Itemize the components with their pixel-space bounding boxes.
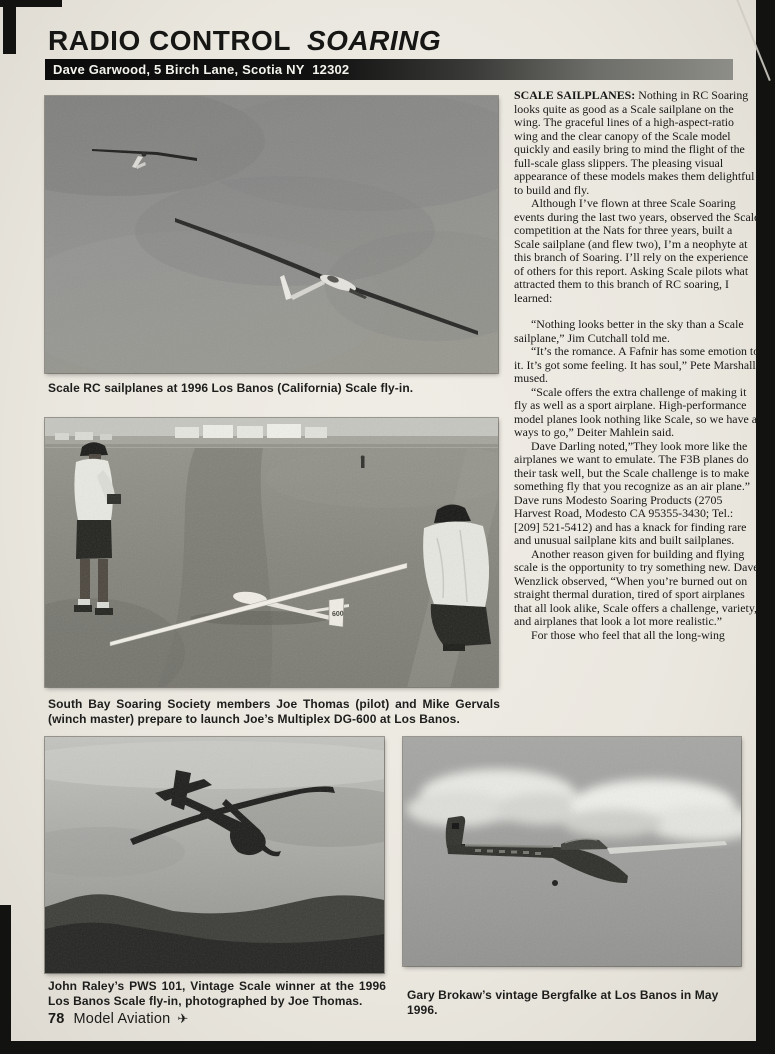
- photo-scale-sailplanes-aloft: [45, 96, 498, 373]
- article-paragraph: “Nothing looks better in the sky than a Scale sailplane,” Jim Cutchall told me.: [514, 317, 744, 345]
- photo-caption-4: Gary Brokaw’s vintage Bergfalke at Los Banos in May 1996.: [407, 988, 719, 1017]
- article-paragraph: For those who feel that all the long-wing: [531, 627, 725, 642]
- article-paragraph: Although I’ve flown at three Scale Soaring events during the last two years, observed the Scale competition at the Nats for three years, built a Scale sailplane (and flew two), I’m a neophyte at this branch of Soaring. I’ll rely on the experience of others for this report. Asking Scale pilots what attracted them to this branch of RC soaring, I learned:: [514, 196, 760, 305]
- sailplanes-sky-illustration: [45, 96, 498, 373]
- author-byline: Dave Garwood, 5 Birch Lane, Scotia NY 12302: [53, 62, 350, 77]
- page-footer: [48, 1011, 188, 1027]
- article-paragraph: “Scale offers the extra challenge of making it fly as well as a sport airplane. High-performance model planes look nothing like Scale, so we have a ways to go,” Deiter Mahlein said.: [514, 384, 758, 439]
- article-paragraph: “It’s the romance. A Fafnir has some emotion to it. It’s got some feeling. It has soul,” Pete Marshall mused.: [514, 344, 760, 385]
- column-title: [48, 25, 441, 57]
- article-paragraph: Another reason given for building and flying scale is the opportunity to try something new. Dave Wenzlick observed, “When you’re burned out on straight thermal duration, tired of sport airplanes that all look alike, Scale offers a challenge, variety, and airplanes that look a lot more realistic.”: [514, 546, 759, 628]
- photo-ground-launch-prep: [45, 418, 498, 687]
- tail-marking: 600: [331, 610, 344, 619]
- magazine-title: Model Aviation: [73, 1011, 171, 1027]
- bergfalke-illustration: [403, 737, 741, 966]
- scan-mark-top-edge: [0, 0, 62, 7]
- scan-edge-bottom-left: [0, 905, 11, 1054]
- scan-edge-bottom: [0, 1041, 775, 1054]
- photo-bergfalke-in-flight: [403, 737, 741, 966]
- field-launch-illustration: [45, 418, 498, 687]
- photo-caption-3: John Raley’s PWS 101, Vintage Scale winner at the 1996 Los Banos Scale fly-in, photographed by Joe Thomas.: [48, 979, 386, 1008]
- author-byline-bar: [45, 59, 733, 80]
- page-number: 78: [48, 1011, 65, 1027]
- column-title-accent: SOARING: [306, 25, 442, 56]
- photo-caption-1: Scale RC sailplanes at 1996 Los Banos (California) Scale fly-in.: [48, 381, 414, 395]
- scan-mark-top-left: [3, 0, 16, 54]
- column-title-main: RADIO CONTROL: [48, 25, 291, 56]
- airplane-icon: ✈: [177, 1011, 189, 1026]
- article-paragraph: Dave Darling noted,”They look more like the airplanes we want to emulate. The F3B planes do their task well, but the Scale challenge is to make something fly that you recognize as an air plane.” Dave runs Modesto Soaring Products (2705 Harvest Road, Modesto CA 95355-3430; Tel.: [209] 521-5412) and has a knack for finding rare and unusual sailplane kits and built sailplanes.: [514, 438, 751, 547]
- article-paragraph: SCALE SAILPLANES: Nothing in RC Soaring looks quite as good as a Scale sailplane on the wing. The graceful lines of a high-aspect-ratio wing and the clear canopy of the Scale model quickly and easily bring to mind the flight of the full-scale glass slippers. The pleasing visual appearance of these models makes them delightful to build and fly.: [514, 88, 755, 197]
- article-lead-in: SCALE SAILPLANES:: [514, 88, 636, 102]
- photo-caption-2: South Bay Soaring Society members Joe Thomas (pilot) and Mike Gervals (winch master) prepare to launch Joe’s Multiplex DG-600 at Los Banos.: [48, 697, 500, 726]
- photo-pws-101-in-flight: [45, 737, 384, 973]
- article-body: [514, 89, 760, 642]
- vintage-glider-illustration: [45, 737, 384, 973]
- scan-scratch: [735, 0, 770, 81]
